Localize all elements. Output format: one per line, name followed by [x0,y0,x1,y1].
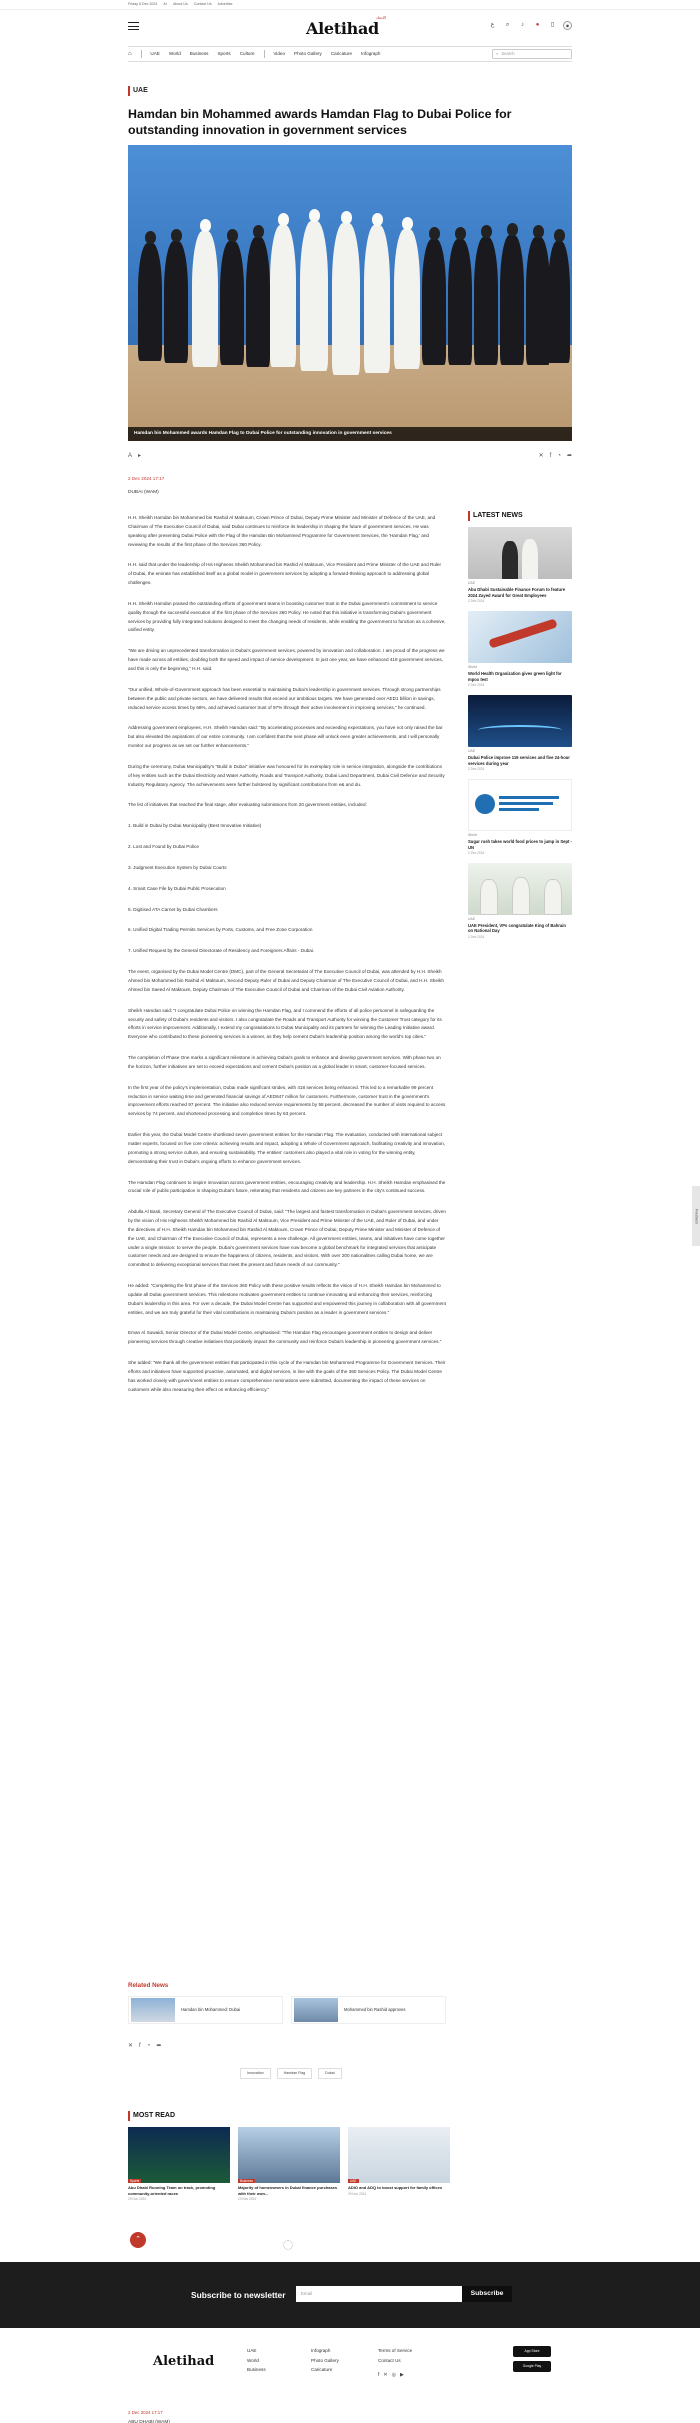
top-link-about[interactable]: About Us [172,1,188,6]
latest-news-item[interactable] [468,611,572,688]
main-nav [128,46,572,62]
person-figure [246,237,270,367]
latest-news-item[interactable] [468,695,572,772]
latest-news-heading: LATEST NEWS [468,511,572,521]
top-date: Friday 6 Dec 2024 [128,1,158,6]
latest-news-title[interactable]: Sugar rush takes world food prices to jump in Sept - UN [468,838,573,850]
latest-news-tag: UAE [468,748,475,753]
latest-news-title[interactable]: Dubai Police improve 119 services and five 24-hour services during year [468,754,570,766]
person-figure [220,241,244,365]
search-placeholder: Search [501,50,515,56]
related-news-thumb [294,1998,338,2022]
newsletter-subscribe-button[interactable]: Subscribe [462,2286,512,2302]
footer-link[interactable]: Infograph [311,2348,331,2353]
instagram-icon[interactable]: ◎ [391,2372,396,2378]
latest-news-date: 2 Dec 2024 [468,935,485,940]
article-list-item: 1. Build in Dubai by Dubai Municipality (Best Innovative Initiative) [128,823,262,829]
article-body [128,514,446,1407]
article-paragraph: In the first year of the policy's implementation, Dubai made significant strides, with 418 services being enhanced. This led to a remarkable 99 percent reduction in service waiting time and generated financial savings of AED647 million for customers. Furthermore, customer trust in the government's improvement efforts reached 97 percent. The initiative also reduced service requirements by 58 percent, decreased the number of visits required to access services by 74 percent, and shortened processing and completion times by 63 percent. [128,1084,446,1117]
article-paragraph: Addressing government employees, H.H. Sheikh Hamdan said: "By accelerating processes and exceeding expectations, you have not only raised the bar but also elevated the aspirations of our entire community. I am confident that the next phase will unlock even greater achievements, and I will personally monitor our progress as we set our further enhancements." [128,725,443,749]
latest-news-thumb [468,695,572,747]
most-read-card[interactable] [348,2127,450,2201]
latest-news-title[interactable]: Abu Dhabi Sustainable Finance Forum to feature 2024 Zayed Award for Great Employees [468,587,566,598]
nav-item-world[interactable]: World [168,50,181,56]
related-news [128,1982,446,2024]
person-figure [500,235,524,365]
facebook-icon[interactable]: f [378,2372,380,2378]
share-bar [128,452,572,462]
site-logo-arabic: الاتحاد [376,15,387,20]
footer-apps [513,2346,551,2372]
article-paragraph: The list of initiatives that reached the final stage, after evaluating submissions from 20 government entities, included: [128,802,367,808]
related-news-thumb [131,1998,175,2022]
tag-chip[interactable]: Innovation [240,2068,271,2079]
article-list-item: 5. Digitised ATA Carnet by Dubai Chambers [128,906,218,912]
top-link-ar[interactable]: Ar [163,1,167,6]
article-list-item: 6. Unified Digital Trading Permits Services by Ports, Customs, and Free Zone Corporation [128,927,313,933]
whatsapp-icon[interactable]: ◔ [146,2043,151,2049]
article-tags [240,2068,342,2079]
hero-caption: Hamdan bin Mohammed awards Hamdan Flag to Dubai Police for outstanding innovation in government services [128,427,572,441]
top-link-advertise[interactable]: Advertise [217,1,233,6]
nav-item-video[interactable]: Video [273,50,285,56]
newsletter-label: Subscribe to newsletter [191,2290,286,2300]
latest-news-title[interactable]: UAE President, VPs congratulate King of Bahrain on National Day [468,922,566,934]
home-icon[interactable]: ⌂ [128,50,132,57]
latest-news-date: 2 Dec 2024 [468,599,485,604]
twitter-icon[interactable]: ✕ [128,2043,134,2049]
loading-spinner-icon [283,2240,293,2250]
latest-news-date: 2 Dec 2024 [468,851,485,856]
latest-news-tag: World [468,832,477,837]
most-read-title[interactable]: Abu Dhabi Running Team on track, promoting community-oriented races [128,2185,216,2196]
article-paragraph: The event, organised by the Dubai Model Centre (DMC), part of the General Secretariat of The Executive Council of Dubai, was attended by H.H. Sheikh Ahmed bin Mohammed bin Rashid Al Maktoum, Second Deputy Ruler of Dubai and Deputy Chairman of The Executive Council of Dubai, and H.H. Sheikh Ahmed bin Saeed Al Maktoum, Deputy Chairman of The Executive Council of Dubai and Chairman of the Dubai Civil Aviation Authority. [128,969,444,992]
person-figure [526,237,550,365]
app-store-badge[interactable]: App Store [513,2346,551,2357]
person-figure [548,241,570,363]
listen-icon[interactable]: ▸ [138,453,142,459]
latest-news-date: 2 Dec 2024 [468,767,485,772]
footer-link[interactable]: UAE [247,2348,257,2353]
latest-news-date: 2 Dec 2024 [468,683,485,688]
article-paragraph: Earlier this year, the Dubai Model Centre shortlisted seven government entities for the Hamdan Flag. The evaluation, conducted with international subject matter experts, focused on five core criteria: achieving results and impact, adopting a Whole of Government approach, facilitating creativity and innovation, promoting a strong service culture, and ensuring sustainability. The entities' customers also played a vital role in voting for the winning entity, demonstrating their trust in Dubai's ongoing efforts to enhance government services. [128,1132,446,1164]
latest-news-thumb [468,527,572,579]
person-figure [364,225,390,373]
latest-news-thumb [468,779,572,831]
article-title: Hamdan bin Mohammed awards Hamdan Flag to Dubai Police for outstanding innovation in government services [128,107,512,138]
bottom-share-bar [128,2042,161,2051]
most-read-date: 29 Nov 2024 [348,2191,367,2196]
facebook-icon[interactable]: f [549,453,552,459]
nav-divider [141,50,142,58]
nav-item-sports[interactable]: Sports [217,50,231,56]
related-news-heading: Related News [128,1982,169,1989]
article-paragraph: "Our unified, Whole-of-Government approach has been essential to maintaining Dubai's leadership in government services. Through strong partnerships between the public and private sectors, we have delivered results that exceed our ambitious targets. We have generated over AED1 billion in savings, reduced service access times by 68%, and achieved customer trust of 97% through their active involvement in improving services," he continued. [128,686,441,710]
most-read-tag: Business [240,2178,253,2183]
article-list-item: 7. Unified Request by the General Directorate of Residency and Foreigners Affairs - Dubai. [128,948,315,954]
nav-item-caricature[interactable]: Caricature [330,50,353,56]
latest-news-title[interactable]: World Health Organization gives green light for mpox test [468,671,562,682]
latest-news-tag: UAE [468,581,475,586]
person-figure [300,221,328,371]
language-icon[interactable]: ع [490,22,495,29]
youtube-icon[interactable]: ▶ [399,2372,404,2378]
latest-news-item[interactable] [468,779,572,856]
person-figure [138,243,162,361]
most-read-heading: MOST READ [128,2111,572,2121]
latest-news-thumb [468,611,572,663]
article-category[interactable]: UAE [128,86,148,96]
footer-column [311,2346,339,2375]
most-read [128,2111,572,2202]
article-paragraph: Abdulla Al Basti, Secretary General of The Executive Council of Dubai, said: "The largest and fastest transformation in Dubai's government services, driven by the vision of His Highness Sheikh Mohammed bin Rashid Al Maktoum, Vice President and Prime Minister of the UAE, and Ruler of Dubai, and under the directives of H.H. Sheikh Hamdan bin Mohammed bin Rashid Al Maktoum, Crown Prince of Dubai, Deputy Prime Minister and Minister of Defence of the UAE, and Chairman of The Executive Council of Dubai, represents a new challenge. All government entities, teams, and initiatives have come together under a single mission: to serve the people. Dubai's government services have now become a global benchmark for integrated services that anticipate customer needs and are designed to ensure the happiness of citizens, residents, and visitors. With over 200 nationalities calling Dubai home, we are committed to delivering exceptional services that meet the present and future needs of our community." [128,1209,446,1268]
font-size-icon[interactable]: A [128,453,133,459]
scroll-top-button[interactable] [130,2232,146,2248]
nav-divider [264,50,265,58]
related-news-card[interactable] [291,1996,446,2024]
most-read-thumb [238,2127,340,2183]
most-read-title[interactable]: ADIO and ADQ to boost support for family offices [348,2185,443,2191]
related-news-title[interactable]: Mohammed bin Rashid approves [344,2006,406,2012]
nav-item-business[interactable]: Business [189,50,209,56]
footer-link[interactable]: Business [247,2367,266,2373]
whatsapp-icon[interactable]: ◔ [557,453,561,459]
top-link-contact[interactable]: Contact Us [193,1,212,6]
menu-icon[interactable] [128,22,139,30]
most-read-date: 29 Nov 2024 [128,2196,147,2201]
article-paragraph: H.H. said that under the leadership of His Highness Sheikh Mohammed bin Rashid Al Maktoum, Vice President and Prime Minister of the UAE and Ruler of Dubai, the emirate has established itself as a global model in government services by adopting a forward-thinking approach to addressing global challenges. [128,562,442,586]
article-paragraph: He added: "Completing the first phase of the Services 360 Policy with these positive results reflects the vision of H.H. Sheikh Hamdan bin Mohammed to update all Dubai government services. This milestone motivates government entities to continue innovating and enhancing their services, reinforcing Dubai's leadership in this area. For over a decade, the Dubai Model Centre has supported and empowered this journey in collaboration with all government entities, and we are truly grateful for their vital contributions in maintaining Dubai's position as a leader in government services." [128,1283,446,1315]
footer-column [247,2346,266,2375]
footer-social [378,2372,404,2379]
bell-icon[interactable]: ♪ [521,22,524,29]
share-icon[interactable]: ➦ [566,453,572,459]
person-figure [164,241,188,363]
header-icons [488,21,572,30]
tag-chip[interactable]: Dubai [318,2068,341,2079]
article-list-item: 4. Smart Case File by Dubai Public Prosecution [128,885,226,891]
latest-news-tag: UAE [468,916,475,921]
hero-image [128,145,572,441]
article-paragraph: Eman Al Suwaidi, Senior Director of the Dubai Model Centre, emphasised: "The Hamdan Flag encourages government entities to design and deliver pioneering services through creative initiatives that positively impact the community and reinforce Dubai's leadership in pioneering government services." [128,1330,442,1345]
footer-link[interactable]: Caricature [311,2367,333,2373]
footer-link[interactable]: Photo Gallery [311,2357,339,2363]
most-read-tag: Sports [130,2178,140,2183]
most-read-card[interactable] [238,2127,340,2201]
flag-icon[interactable]: ● [535,22,540,29]
article-paragraph: H.H. Sheikh Hamdan bin Mohammed bin Rashid Al Maktoum, Crown Prince of Dubai, Deputy Prime Minister and Minister of Defence of the UAE, and Chairman of The Executive Council of Dubai, said Dubai continues to reinforce its leadership in shaping the future of government services. He was speaking after presenting Dubai Police with the Flag of the Hamdan Bin Mohammed Programme for Government Services, the 'Hamdan Flag,' and reviewing the results of the first phase of the Services 360 Policy. [128,515,436,547]
related-news-card[interactable] [128,1996,283,2024]
latest-news-item[interactable] [468,863,572,940]
latest-news-thumb [468,863,572,915]
newsletter-bar [0,2262,700,2328]
article-paragraph: H.H. Sheikh Hamdan praised the outstanding efforts of government teams in boosting customer trust in the Dubai government's commitment to service quality through the successful execution of the first phase of the Services 360 Policy. He noted that this initiative is transforming Dubai's government services by providing fully integrated solutions designed to meet the changing needs of residents, while enabling the government to function as a cohesive, unified entity. [128,600,446,633]
twitter-icon[interactable]: ✕ [383,2372,388,2378]
share-icon[interactable]: ➦ [156,2043,162,2049]
bookmark-icon[interactable]: ▯ [550,22,555,29]
facebook-icon[interactable]: f [139,2043,141,2049]
latest-news-sidebar [468,511,572,947]
feedback-tab[interactable]: Feedback [692,1186,700,1246]
chevron-up-icon: ⌃ [135,2235,141,2243]
newsletter-email-input[interactable]: Email [296,2286,464,2302]
article-paragraph: The completion of Phase One marks a significant milestone in achieving Dubai's goals to enhance and develop government services. With phase two on the horizon, further initiatives are set to exceed expectations and cement Dubai's position as a global leader in smart, customer-focused services. [128,1055,441,1069]
person-figure [448,239,472,365]
person-figure [270,225,296,367]
footer-dateline: ABU DHABI (WAM) [128,2420,170,2423]
search-header-icon[interactable]: ⌕ [505,22,510,29]
most-read-thumb [348,2127,450,2183]
google-play-badge[interactable]: Google Play [513,2361,551,2372]
article-paragraph: She added: "We thank all the government entities that participated in this cycle of the Hamdan bin Mohammed Programme for Government Services. Their efforts and initiatives have supported proactive, automated, and digital services, in line with the goals of the 360 Services Policy. The Dubai Model Centre has worked closely with government entities to ensure comprehensive nominations were submitted, documenting the impact of these services on customers while also measuring their effect on enhancing efficiency." [128,1360,446,1392]
article-paragraph: "We are driving an unprecedented transformation in Dubai's government services, powered by innovation and collaboration. I am proud of the progress we have made across all entities, doubling both the speed and impact of service development. In just one year, we have enhanced 418 government services, and this is only the beginning," H.H. said. [128,648,445,671]
most-read-tag: UAE [350,2178,357,2183]
person-figure [474,237,498,365]
search-input[interactable] [492,49,572,59]
footer-link[interactable]: Terms of Service [378,2348,413,2353]
person-figure [332,223,360,375]
footer-logo[interactable]: Aletihad [153,2354,215,2369]
article-list-item: 3. Judgment Execution System by Dubai Courts [128,864,227,870]
site-header [128,14,572,42]
nav-item-uae[interactable]: UAE [150,50,160,56]
site-footer [0,2328,700,2423]
most-read-thumb [128,2127,230,2183]
top-strip [0,0,700,10]
person-figure [192,231,218,367]
nav-item-culture[interactable]: Culture [239,50,255,56]
nav-item-infograph[interactable]: Infograph [361,50,381,56]
footer-column [378,2346,412,2365]
person-figure [394,229,420,369]
footer-date: 2 Dec 2024 17:17 [128,2410,163,2415]
article-date: 2 Dec 2024 17:17 [128,476,165,481]
most-read-date: 29 Nov 2024 [238,2196,257,2201]
article-paragraph: During the ceremony, Dubai Municipality's "Build in Dubai" initiative was honoured for its exemplary role in service integration, alongside the contributions of key entities such as the Dubai Electricity and Water Authority, Roads and Transport Authority, Dubai Land Department, Dubai Civil Defence and Security Industry Regulatory Agency. The achievements were further bolstered by significant contributions from e& and du. [128,763,445,787]
twitter-icon[interactable]: ✕ [538,453,544,459]
related-news-title[interactable]: Hamdan bin Mohammed: Dubai [181,2006,241,2012]
user-icon[interactable]: ◉ [563,21,572,30]
article-paragraph: The Hamdan Flag continues to inspire innovation across government entities, encouraging creativity and leadership. H.H. Sheikh Hamdan emphasised the crucial role of public participation in shaping Dubai's future, reiterating that residents and citizens are key partners in the city's continued success. [128,1179,446,1194]
article-list-item: 2. Lost and Found by Dubai Police [128,844,199,850]
article-dateline: DUBAI (WAM) [128,490,159,495]
nav-item-photo-gallery[interactable]: Photo Gallery [294,50,322,56]
latest-news-item[interactable] [468,527,572,604]
most-read-title[interactable]: Majority of homeowners in Dubai finance purchases with their own... [238,2185,338,2196]
tag-chip[interactable]: Hamdan Flag [277,2068,313,2079]
person-figure [422,239,446,365]
most-read-card[interactable] [128,2127,230,2201]
search-icon: ⌕ [496,50,499,56]
footer-link[interactable]: Contact Us [378,2357,401,2363]
footer-link[interactable]: World [247,2357,259,2363]
site-logo[interactable]: Aletihad [306,19,379,38]
latest-news-tag: World [468,665,477,670]
article-paragraph: Sheikh Hamdan said: "I congratulate Dubai Police on winning the Hamdan Flag, and I commend the efforts of all police personnel in safeguarding the security and safety of Dubai's residents and visitors. I also congratulate the Roads and Transport Authority for winning the Customer Trust category for its efforts in service improvement. Additionally, I extend my congratulations to Dubai Municipality and its partners for winning the Leading Initiative award. Everyone who contributed to these pioneering services is a winner, as they help cement Dubai's leadership position among the world's top cities." [128,1007,442,1040]
